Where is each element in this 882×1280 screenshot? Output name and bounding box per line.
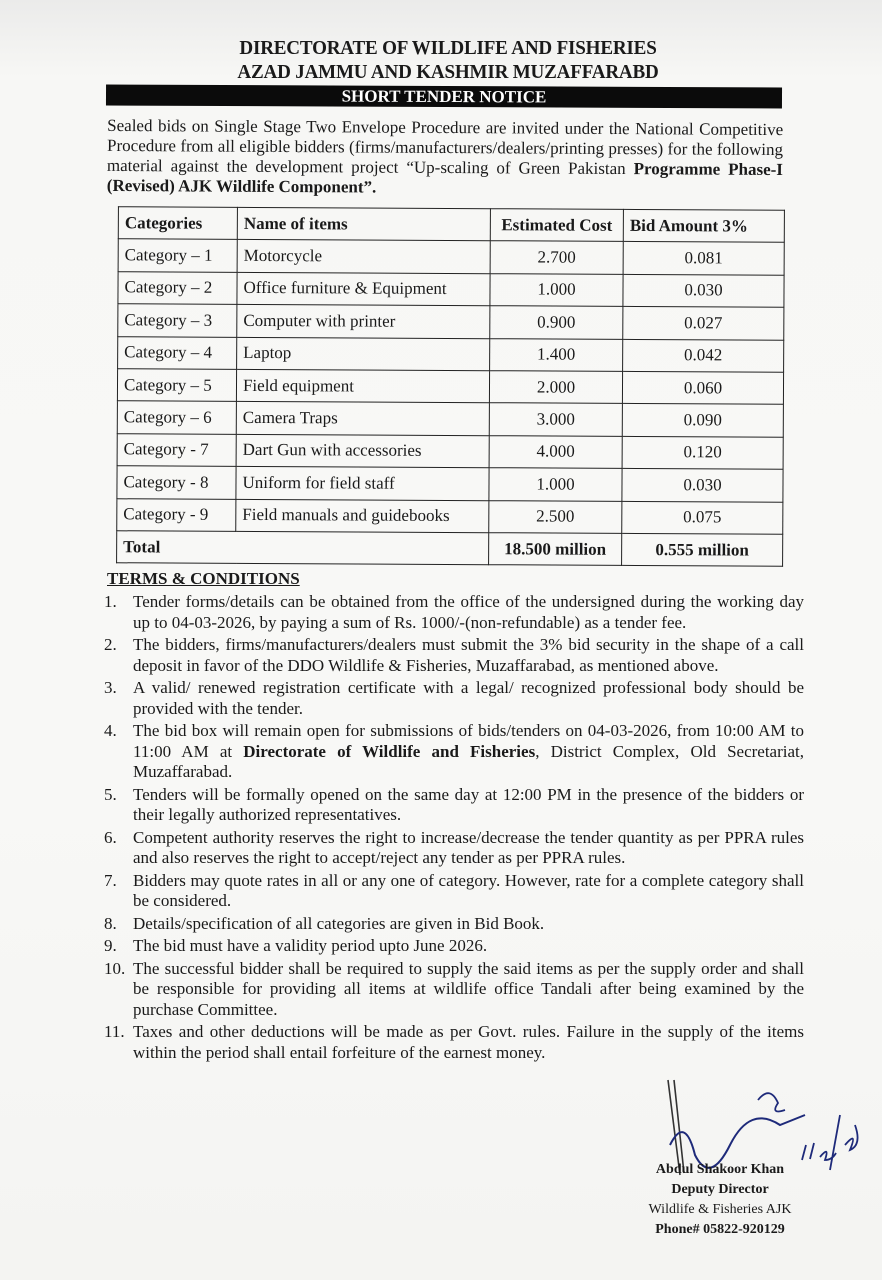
table-total-row [117,531,783,567]
row-category: Category - 9 [117,498,236,531]
terms-item [104,678,804,719]
table-row [118,304,784,340]
row-category: Category – 5 [117,369,236,402]
terms-item-number: 7. [104,870,117,890]
signatory-phone: Phone# 05822-920129 [655,1222,785,1237]
table-row [117,433,783,469]
row-item: Office furniture & Equipment [237,272,490,306]
signatory-name: Abdul Shakoor Khan [655,1162,785,1177]
row-category: Category - 7 [117,433,236,466]
row-bid: 0.075 [622,501,783,534]
table-row [117,466,783,502]
row-bid: 0.042 [623,339,784,372]
terms-item-number: 6. [104,827,117,847]
row-cost: 4.000 [489,435,622,468]
row-bid: 0.060 [622,371,783,404]
row-item: Computer with printer [237,305,490,339]
total-label: Total [117,531,489,565]
signatory-title: Deputy Director [671,1182,769,1197]
terms-item-text: The bid box will remain open for submissions of bids/tenders on 04-03-2026, from 10:00 AM to 11:00 AM at [133,721,804,761]
row-bid: 0.090 [622,404,783,437]
terms-item [104,959,804,1021]
categories-table [116,206,785,567]
terms-item-text: A valid/ renewed registration certificate with a legal/ recognized professional body should be provided with the tender. [133,678,804,718]
terms-item-number: 4. [104,721,117,740]
terms-item-number: 10. [104,958,126,978]
row-category: Category – 4 [118,336,237,369]
terms-item-number: 5. [104,784,117,804]
row-bid: 0.030 [623,274,784,307]
row-category: Category – 2 [118,272,237,305]
terms-item [104,721,804,783]
terms-list [104,592,804,1065]
row-item: Laptop [237,337,490,371]
terms-item-text: Taxes and other deductions will be made as per Govt. rules. Failure in the supply of the items within the period shall entail forfeiture of the earnest money. [133,1022,804,1062]
intro-paragraph [107,116,783,200]
terms-item-venue: Directorate of Wildlife and Fisheries [243,741,536,761]
terms-item [104,871,804,912]
terms-item [104,592,804,633]
terms-item-text: The bidders, firms/manufacturers/dealers must submit the 3% bid security in the shape of a call deposit in favor of the DDO Wildlife & Fisheries, Muzaffarabad, as mentioned above. [133,635,804,675]
header-categories: Categories [118,207,237,240]
terms-item [104,936,804,957]
intro-project-name: Programme Phase-I (Revised) AJK Wildlife Component”. [106,159,783,197]
row-category: Category – 6 [117,401,236,434]
row-cost: 3.000 [489,403,622,436]
header-item-name: Name of items [237,207,490,241]
table-header-row [118,207,784,243]
row-cost: 2.500 [489,500,622,533]
table-row [118,239,784,275]
row-category: Category – 1 [118,239,237,272]
row-category: Category - 8 [117,466,236,499]
row-bid: 0.081 [623,242,784,275]
terms-item [104,914,804,935]
terms-item-number: 8. [104,913,117,933]
row-bid: 0.027 [623,307,784,340]
row-item: Motorcycle [237,240,490,274]
total-cost: 18.500 million [489,533,622,566]
terms-item-text: The successful bidder shall be required to supply the said items as per the supply order and shall be responsible for providing all items at wildlife office Tandali after being examined by the purchase Committee. [133,958,804,1019]
row-bid: 0.030 [622,469,783,502]
terms-heading: TERMS & CONDITIONS [107,569,300,588]
header-line-2: AZAD JAMMU AND KASHMIR MUZAFFARABD [237,61,659,83]
table-row [118,336,784,372]
document-header [132,36,764,84]
header-line-1: DIRECTORATE OF WILDLIFE AND FISHERIES [239,37,657,59]
terms-item-number: 11. [104,1022,125,1041]
terms-item-text: The bid must have a validity period upto June 2026. [133,936,488,955]
row-cost: 1.400 [490,338,623,371]
header-bid-amount: Bid Amount 3% [623,209,784,242]
row-item: Camera Traps [236,402,489,436]
signature-block [620,1160,820,1240]
signatory-organization: Wildlife & Fisheries AJK [648,1202,792,1217]
terms-item [104,635,804,676]
table-row [117,369,783,405]
row-cost: 1.000 [490,273,623,306]
terms-item-number: 9. [104,936,117,955]
terms-item-number: 1. [104,592,117,611]
row-cost: 0.900 [490,306,623,339]
terms-item-text: Tender forms/details can be obtained from the office of the undersigned during the working day up to 04-03-2026, by paying a sum of Rs. 1000/-(non-refundable) as a tender fee. [133,592,804,632]
table-row [117,498,783,534]
intro-text: Sealed bids on Single Stage Two Envelope Procedure are invited under the National Competitive Procedure from all eligible bidders (firms/manufacturers/dealers/printing presses) for the following material against the development project “Up-scaling of Green Pakistan [106,115,784,179]
row-item: Field manuals and guidebooks [236,499,489,533]
terms-item-number: 2. [104,635,117,654]
notice-banner: SHORT TENDER NOTICE [106,85,782,109]
terms-item-text: Tenders will be formally opened on the same day at 12:00 PM in the presence of the bidders or their legally authorized representatives. [133,784,804,824]
terms-item [104,828,804,869]
row-category: Category – 3 [118,304,237,337]
row-item: Uniform for field staff [236,467,489,501]
header-estimated-cost: Estimated Cost [490,209,623,242]
terms-item-text: Bidders may quote rates in all or any one of category. However, rate for a complete category shall be considered. [133,870,804,910]
row-cost: 2.700 [490,241,623,274]
table-row [118,272,784,308]
terms-item-text: Details/specification of all categories are given in Bid Book. [133,913,545,933]
row-bid: 0.120 [622,436,783,469]
row-item: Field equipment [236,369,489,403]
terms-item-number: 3. [104,678,117,697]
row-cost: 1.000 [489,468,622,501]
terms-item-text: Competent authority reserves the right to increase/decrease the tender quantity as per PPRA rules and also reserves the right to accept/reject any tender as per PPRA rules. [133,827,804,867]
row-item: Dart Gun with accessories [236,434,489,468]
terms-item-text-end: , District Complex, Old Secretariat, Muzaffarabad. [133,741,804,781]
terms-item [104,785,804,826]
table-row [117,401,783,437]
row-cost: 2.000 [489,371,622,404]
terms-item [104,1022,804,1063]
total-bid: 0.555 million [622,533,783,566]
